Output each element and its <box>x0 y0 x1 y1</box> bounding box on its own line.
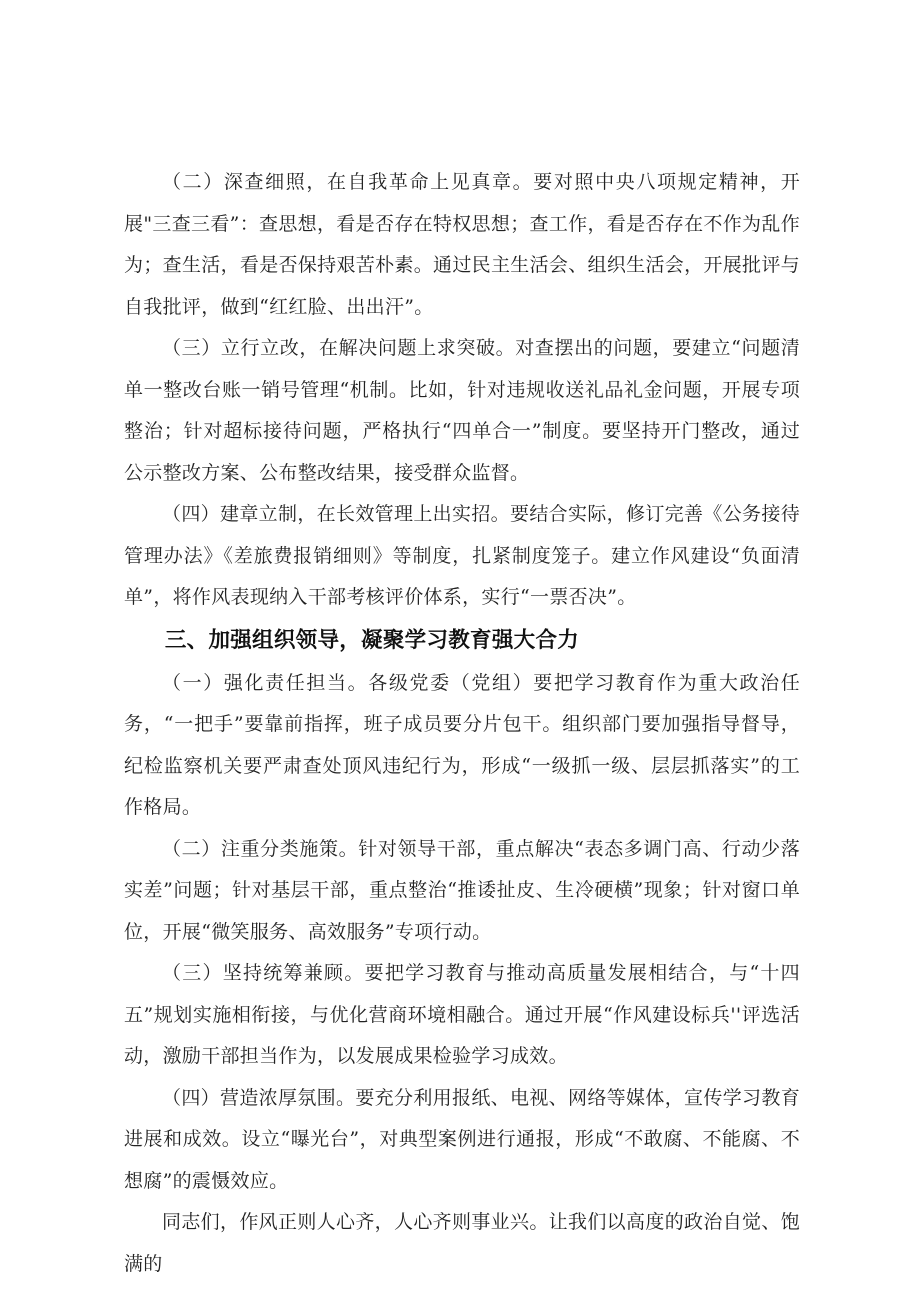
paragraph-deep-inspection: （二）深查细照，在自我革命上见真章。要对照中央八项规定精神，开展"三查三看”：查思想，看是否存在特权思想；查工作，看是否存在不作为乱作为；查生活，看是否保持艰苦朴素。通过民主生活会、组织生活会，开展批评与自我批评，做到“红红脸、出出汗”。 <box>124 171 800 318</box>
paragraph-closing: 同志们，作风正则人心齐，人心齐则事业兴。让我们以高度的政治自觉、饱满的 <box>124 1211 800 1275</box>
paragraph-immediate-rectification: （三）立行立改，在解决问题上求突破。对查摆出的问题，要建立“问题清单一整改台账一销号管理“机制。比如，针对违规收送礼品礼金问题，开展专项整治；针对超标接待问题，严格执行“四单合一”制度。要坚持开门整改，通过公示整改方案、公布整改结果，接受群众监督。 <box>124 337 800 484</box>
paragraph-classified-measures: （二）注重分类施策。针对领导干部，重点解决“表态多调门高、行动少落实差”问题；针对基层干部，重点整治“推诿扯皮、生冷硬横”现象；针对窗口单位，开展“微笑服务、高效服务”专项行动。 <box>124 837 800 943</box>
paragraph-atmosphere: （四）营造浓厚氛围。要充分利用报纸、电视、网络等媒体，宣传学习教育进展和成效。设立“曝光台”，对典型案例进行通报，形成“不敢腐、不能腐、不想腐”的震慑效应。 <box>124 1086 800 1192</box>
section-heading: 三、加强组织领导，凝聚学习教育强大合力 <box>164 627 580 653</box>
paragraph-institution-building: （四）建章立制，在长效管理上出实招。要结合实际，修订完善《公务接待管理办法》《差旅费报销细则》等制度，扎紧制度笼子。建立作风建设“负面清单”，将作风表现纳入干部考核评价体系，实行“一票否决”。 <box>124 503 800 608</box>
document-body <box>124 162 800 1285</box>
paragraph-overall-planning: （三）坚持统筹兼顾。要把学习教育与推动高质量发展相结合，与“十四五”规划实施相衔接，与优化营商环境相融合。通过开展“作风建设标兵''评选活动，激励干部担当作为，以发展成果检验学习成效。 <box>124 962 800 1067</box>
paragraph-responsibility: （一）强化责任担当。各级党委（党组）要把学习教育作为重大政治任务，“一把手”要靠前指挥，班子成员要分片包干。组织部门要加强指导督导，纪检监察机关要严肃查处顶风违纪行为，形成“一级抓一级、层层抓落实”的工作格局。 <box>124 671 800 818</box>
